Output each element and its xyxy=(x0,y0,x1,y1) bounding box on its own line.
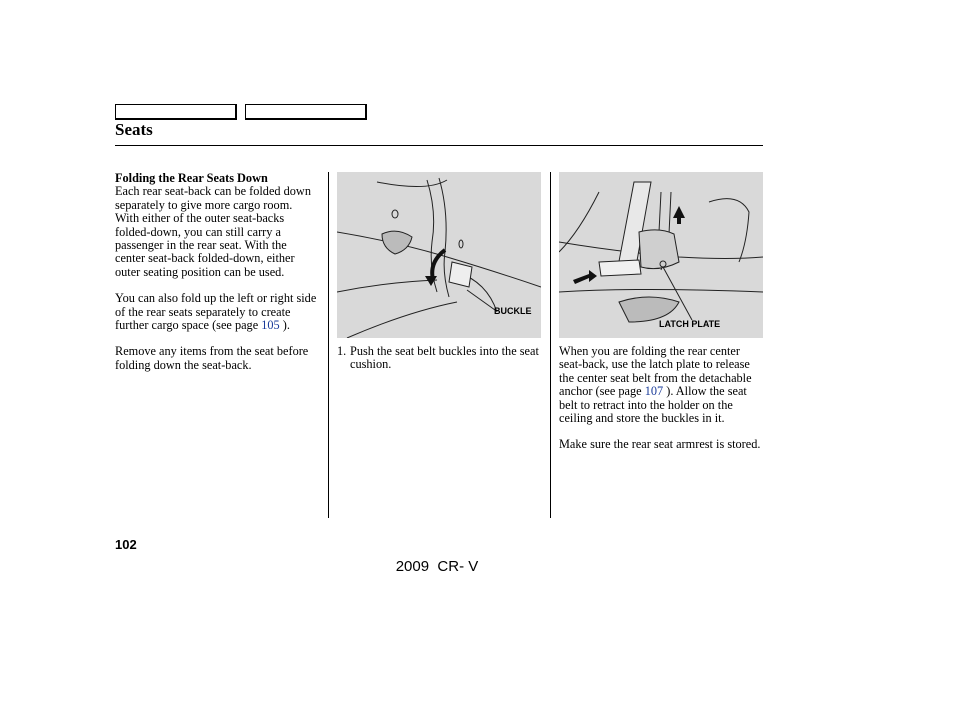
latch-plate-illustration xyxy=(559,172,763,338)
section-heading: Folding the Rear Seats Down xyxy=(115,171,268,185)
paragraph-center-seatback-end: ). Allow the seat belt to retract into the holder on the ceiling and store the buckles in it. xyxy=(559,384,747,426)
nav-box-next[interactable] xyxy=(245,104,367,120)
paragraph-center-seatback xyxy=(559,345,765,425)
paragraph-fold-up-end: ). xyxy=(279,318,290,333)
paragraph-fold-up-text: You can also fold up the left or right side of the rear seats separately to create further cargo space (see page xyxy=(115,291,317,333)
step-1-text: Push the seat belt buckles into the seat cushion. xyxy=(350,344,539,372)
latch-plate-figure xyxy=(559,172,763,338)
page-link-107[interactable]: 107 xyxy=(644,384,664,399)
step-1-number: 1. xyxy=(337,344,347,358)
column-divider-1 xyxy=(328,172,329,518)
page-number: 102 xyxy=(115,537,137,552)
paragraph-fold-up xyxy=(115,292,318,332)
left-column xyxy=(115,172,318,385)
column-divider-2 xyxy=(550,172,551,518)
title-rule xyxy=(115,145,763,146)
buckle-figure xyxy=(337,172,541,338)
page-title: Seats xyxy=(115,120,153,139)
paragraph-armrest: Make sure the rear seat armrest is stored. xyxy=(559,437,761,452)
step-1 xyxy=(337,345,547,372)
paragraph-remove-items: Remove any items from the seat before folding down the seat-back. xyxy=(115,344,309,372)
footer-model-text: 2009 CR- V xyxy=(395,558,479,575)
paragraph-center-seatback-text: When you are folding the rear center seat-back, use the latch plate to release the center seat belt from the detachable anchor (see page xyxy=(559,344,752,399)
paragraph-seatback: Each rear seat-back can be folded down separately to give more cargo room. With either of the outer seat-backs folded-down, you can still carry a passenger in the rear seat. With the center seat-back folded-down, either outer seating position can be used. xyxy=(115,184,311,279)
nav-box-previous[interactable] xyxy=(115,104,237,120)
buckle-label: BUCKLE xyxy=(494,306,532,316)
latch-plate-label: LATCH PLATE xyxy=(659,319,721,329)
footer-model xyxy=(0,558,954,575)
page-link-105[interactable]: 105 xyxy=(261,318,280,333)
right-column xyxy=(559,345,765,465)
buckle-illustration xyxy=(337,172,541,338)
